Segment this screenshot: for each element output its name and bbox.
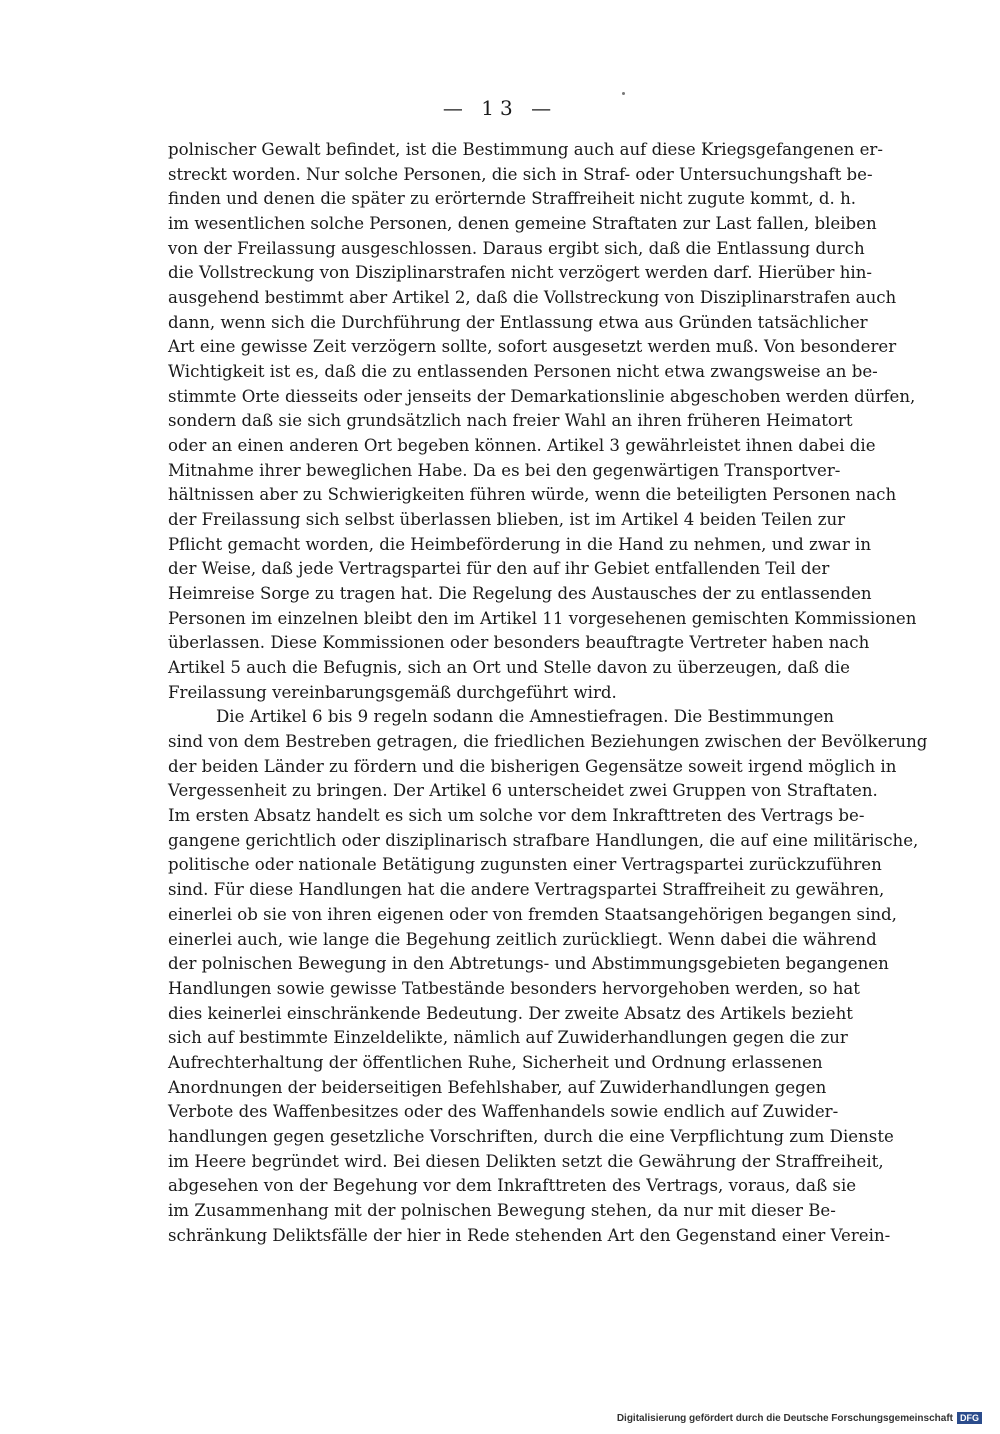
text-line: dann, wenn sich die Durchführung der Entlassung etwa aus Gründen tatsächlicher xyxy=(168,312,868,332)
text-line: im Heere begründet wird. Bei diesen Delikten setzt die Gewährung der Straffreiheit, xyxy=(168,1151,884,1171)
text-line: der beiden Länder zu fördern und die bisherigen Gegensätze soweit irgend möglich in xyxy=(168,756,897,776)
text-line: sind. Für diese Handlungen hat die andere Vertragspartei Straffreiheit zu gewähren, xyxy=(168,880,885,900)
text-line: Im ersten Absatz handelt es sich um solche vor dem Inkrafttreten des Vertrags be- xyxy=(168,806,865,826)
text-line: Vergessenheit zu bringen. Der Artikel 6 unterscheidet zwei Gruppen von Straftaten. xyxy=(168,781,878,801)
text-line: Personen im einzelnen bleibt den im Artikel 11 vorgesehenen gemischten Kommissionen xyxy=(168,608,917,628)
text-line: finden und denen die später zu erörternde Straffreiheit nicht zugute kommt, d. h. xyxy=(168,189,857,209)
text-line: im Zusammenhang mit der polnischen Bewegung stehen, da nur mit dieser Be- xyxy=(168,1200,836,1220)
text-line: einerlei auch, wie lange die Begehung zeitlich zurückliegt. Wenn dabei die während xyxy=(168,929,877,949)
text-line: Anordnungen der beiderseitigen Befehlshaber, auf Zuwiderhandlungen gegen xyxy=(168,1077,827,1097)
text-line: Heimreise Sorge zu tragen hat. Die Regelung des Austausches der zu entlassenden xyxy=(168,584,872,604)
body-text xyxy=(168,138,928,1248)
text-line: sondern daß sie sich grundsätzlich nach freier Wahl an ihren früheren Heimatort xyxy=(168,411,853,431)
text-line: hältnissen aber zu Schwierigkeiten führen würde, wenn die beteiligten Personen nach xyxy=(168,485,897,505)
text-line: sich auf bestimmte Einzeldelikte, nämlich auf Zuwiderhandlungen gegen die zur xyxy=(168,1028,848,1048)
text-line: sind von dem Bestreben getragen, die friedlichen Beziehungen zwischen der Bevölkerung xyxy=(168,732,928,752)
footer-credit-text: Digitalisierung gefördert durch die Deutsche Forschungsgemeinschaft xyxy=(616,1412,953,1424)
text-line: Mitnahme ihrer beweglichen Habe. Da es bei den gegenwärtigen Transportver- xyxy=(168,460,841,480)
text-line: Verbote des Waffenbesitzes oder des Waffenhandels sowie endlich auf Zuwider- xyxy=(168,1102,839,1122)
text-line: schränkung Deliktsfälle der hier in Rede stehenden Art den Gegenstand einer Verein- xyxy=(168,1225,891,1245)
text-line: polnischer Gewalt befindet, ist die Bestimmung auch auf diese Kriegsgefangenen er- xyxy=(168,140,883,159)
text-line: oder an einen anderen Ort begeben können. Artikel 3 gewährleistet ihnen dabei die xyxy=(168,436,876,456)
text-line: der polnischen Bewegung in den Abtretungs- und Abstimmungsgebieten begangenen xyxy=(168,954,889,974)
text-line: der Freilassung sich selbst überlassen blieben, ist im Artikel 4 beiden Teilen zur xyxy=(168,510,846,530)
text-line: einerlei ob sie von ihren eigenen oder von fremden Staatsangehörigen begangen sind, xyxy=(168,904,897,924)
text-line: abgesehen von der Begehung vor dem Inkrafttreten des Vertrags, voraus, daß sie xyxy=(168,1176,857,1196)
text-line: handlungen gegen gesetzliche Vorschriften, durch die eine Verpflichtung zum Dienste xyxy=(168,1126,894,1146)
scan-speck xyxy=(622,92,625,95)
text-line: Wichtigkeit ist es, daß die zu entlassenden Personen nicht etwa zwangsweise an be- xyxy=(168,362,878,382)
text-line: Art eine gewisse Zeit verzögern sollte, sofort ausgesetzt werden muß. Von besonderer xyxy=(168,337,897,357)
text-line: Freilassung vereinbarungsgemäß durchgeführt wird. xyxy=(168,682,617,702)
footer-credit xyxy=(617,1412,982,1424)
text-line: stimmte Orte diesseits oder jenseits der Demarkationslinie abgeschoben werden dürfen, xyxy=(168,386,916,406)
text-line: überlassen. Diese Kommissionen oder besonders beauftragte Vertreter haben nach xyxy=(168,633,870,653)
dfg-logo: DFG xyxy=(957,1412,982,1424)
text-line: politische oder nationale Betätigung zugunsten einer Vertragspartei zurückzuführen xyxy=(168,855,882,875)
text-line: im wesentlichen solche Personen, denen gemeine Straftaten zur Last fallen, bleiben xyxy=(168,214,877,234)
text-line: von der Freilassung ausgeschlossen. Daraus ergibt sich, daß die Entlassung durch xyxy=(168,238,865,258)
text-line: Artikel 5 auch die Befugnis, sich an Ort und Stelle davon zu überzeugen, daß die xyxy=(168,658,850,678)
text-line: Aufrechterhaltung der öffentlichen Ruhe, Sicherheit und Ordnung erlassenen xyxy=(168,1052,823,1072)
page-number: — 13 — xyxy=(442,96,558,120)
text-line: Handlungen sowie gewisse Tatbestände besonders hervorgehoben werden, so hat xyxy=(168,978,860,998)
text-line: der Weise, daß jede Vertragspartei für den auf ihr Gebiet entfallenden Teil der xyxy=(168,559,830,579)
text-line: ausgehend bestimmt aber Artikel 2, daß die Vollstreckung von Disziplinarstrafen auch xyxy=(168,288,897,308)
text-line: die Vollstreckung von Disziplinarstrafen nicht verzögert werden darf. Hierüber hin- xyxy=(168,263,872,283)
text-line: dies keinerlei einschränkende Bedeutung. Der zweite Absatz des Artikels bezieht xyxy=(168,1003,853,1023)
text-line: gangene gerichtlich oder disziplinarisch strafbare Handlungen, die auf eine militärische, xyxy=(168,830,919,850)
text-line: Die Artikel 6 bis 9 regeln sodann die Amnestiefragen. Die Bestimmungen xyxy=(216,707,834,727)
text-line: streckt worden. Nur solche Personen, die sich in Straf- oder Untersuchungshaft be- xyxy=(168,164,873,184)
text-line: Pflicht gemacht worden, die Heimbeförderung in die Hand zu nehmen, und zwar in xyxy=(168,534,872,554)
